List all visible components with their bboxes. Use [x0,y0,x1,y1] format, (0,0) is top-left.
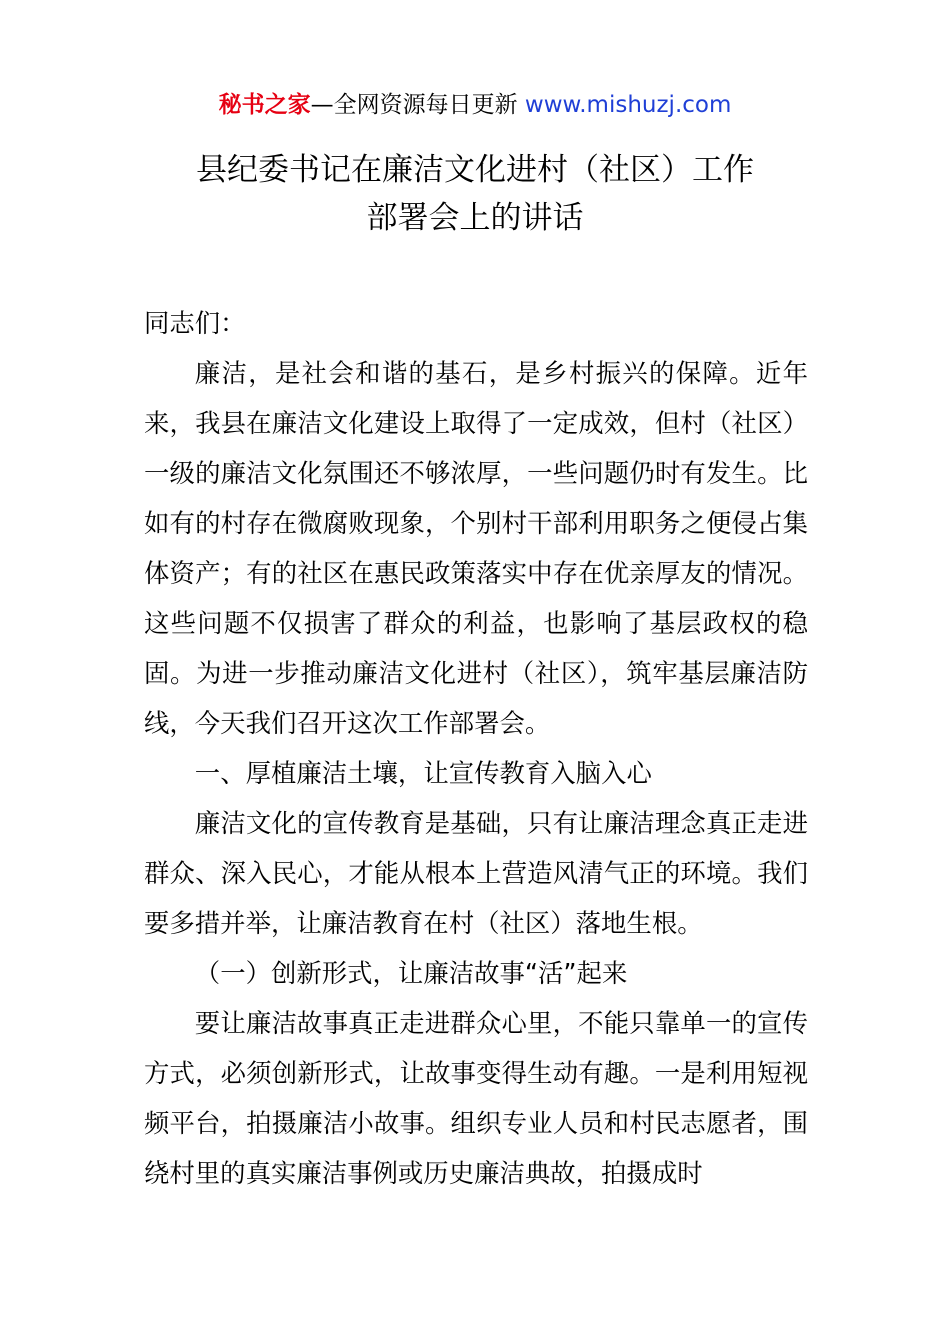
salutation: 同志们： [144,308,246,338]
paragraph-section-1: 廉洁文化的宣传教育是基础，只有让廉洁理念真正走进群众、深入民心，才能从根本上营造风清气正的环境。我们要多措并举，让廉洁教育在村（社区）落地生根。 [144,808,808,938]
document-title-line-1: 县纪委书记在廉洁文化进村（社区）工作 [196,152,754,188]
site-url-link[interactable]: www.mishuzj.com [524,92,732,118]
paragraph-subsection-1: 要让廉洁故事真正走进群众心里，不能只靠单一的宣传方式，必须创新形式，让故事变得生动有趣。一是利用短视频平台，拍摄廉洁小故事。组织专业人员和村民志愿者，围绕村里的真实廉洁事例或历史廉洁典故，拍摄成时 [144,1008,808,1188]
brand-name: 秘书之家 [218,92,311,118]
document-body [144,298,808,1198]
section-heading-1: 一、厚植廉洁土壤，让宣传教育入脑入心 [194,758,652,788]
header-tagline: —全网资源每日更新 [310,92,518,118]
site-header [0,90,950,120]
paragraph-intro: 廉洁，是社会和谐的基石，是乡村振兴的保障。近年来，我县在廉洁文化建设上取得了一定成效，但村（社区）一级的廉洁文化氛围还不够浓厚，一些问题仍时有发生。比如有的村存在微腐败现象，个别村干部利用职务之便侵占集体资产；有的社区在惠民政策落实中存在优亲厚友的情况。这些问题不仅损害了群众的利益，也影响了基层政权的稳固。为进一步推动廉洁文化进村（社区），筑牢基层廉洁防线，今天我们召开这次工作部署会。 [144,358,808,738]
document-title-line-2: 部署会上的讲话 [366,200,584,236]
subsection-heading-1: （一）创新形式，让廉洁故事“活”起来 [194,958,628,988]
